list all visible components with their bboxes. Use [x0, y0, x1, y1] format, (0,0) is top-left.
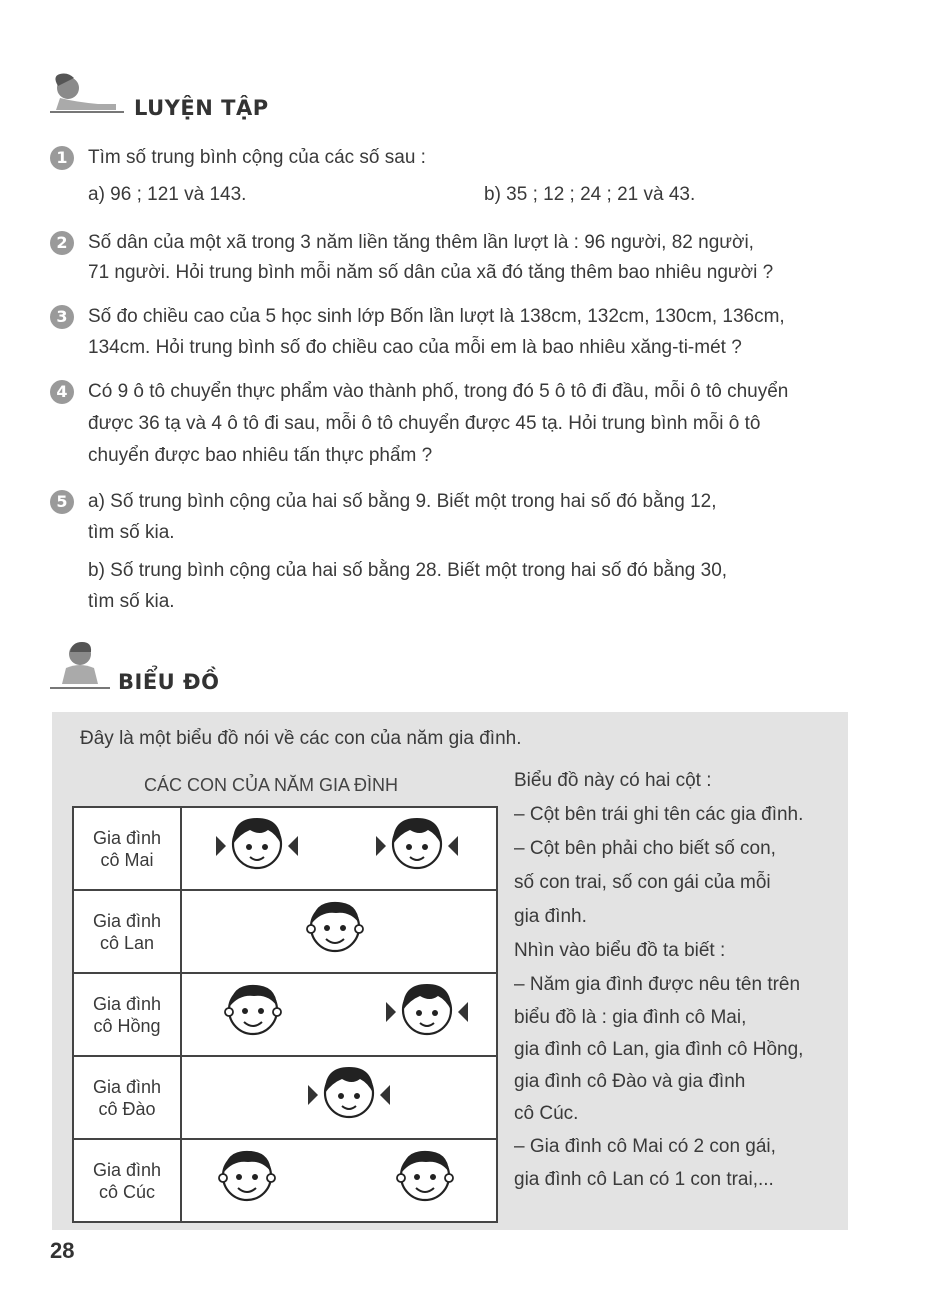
family-name: cô Lan	[99, 932, 155, 953]
family-name: cô Mai	[100, 849, 154, 870]
exercise-1-part-a: a) 96 ; 121 và 143.	[88, 184, 247, 205]
children-icons	[182, 891, 496, 967]
exercise-4-line-3: chuyển được bao nhiêu tấn thực phẩm ?	[88, 445, 433, 466]
exercise-5a-line-1: a) Số trung bình cộng của hai số bằng 9. Biết một trong hai số đó bằng 12,	[88, 491, 717, 512]
explanation-line: gia đình cô Lan có 1 con trai,...	[514, 1169, 774, 1190]
family-name: cô Cúc	[98, 1181, 156, 1202]
girl-face-icon	[216, 818, 298, 868]
boy-face-icon	[397, 1151, 453, 1200]
section-title-bieu-do: BIỂU ĐỒ	[118, 670, 220, 694]
girl-face-icon	[308, 1067, 390, 1117]
exercise-number-3: 3	[50, 305, 74, 329]
chart-explanation	[514, 764, 844, 1196]
exercise-5a-line-2: tìm số kia.	[88, 522, 175, 543]
reading-girl-icon	[46, 72, 126, 116]
explanation-line: gia đình cô Lan, gia đình cô Hồng,	[514, 1039, 804, 1060]
children-icons	[182, 974, 496, 1050]
family-name: cô Đào	[98, 1098, 156, 1119]
chart-intro: Đây là một biểu đồ nói về các con của năm gia đình.	[80, 728, 522, 749]
explanation-line: cô Cúc.	[514, 1103, 579, 1124]
boy-face-icon	[307, 902, 363, 951]
table-row	[73, 973, 497, 1056]
exercise-number-4: 4	[50, 380, 74, 404]
chart-title: CÁC CON CỦA NĂM GIA ĐÌNH	[144, 775, 399, 795]
exercise-number-5: 5	[50, 490, 74, 514]
exercise-3-line-2: 134cm. Hỏi trung bình số đo chiều cao của mỗi em là bao nhiêu xăng-ti-mét ?	[88, 337, 742, 358]
exercise-2-line-1: Số dân của một xã trong 3 năm liền tăng thêm lần lượt là : 96 người, 82 người,	[88, 232, 754, 253]
family-name: Gia đình	[92, 993, 162, 1014]
exercise-4-line-2: được 36 tạ và 4 ô tô đi sau, mỗi ô tô chuyển được 45 tạ. Hỏi trung bình mỗi ô tô	[88, 413, 761, 434]
table-row	[73, 1056, 497, 1139]
explanation-line: – Cột bên trái ghi tên các gia đình.	[514, 804, 804, 825]
exercise-number-2: 2	[50, 231, 74, 255]
children-icons	[182, 1057, 496, 1133]
explanation-line: Biểu đồ này có hai cột :	[514, 770, 712, 791]
family-name: Gia đình	[92, 1076, 162, 1097]
explanation-line: – Gia đình cô Mai có 2 con gái,	[514, 1136, 776, 1157]
family-name: Gia đình	[92, 1159, 162, 1180]
family-name: Gia đình	[92, 910, 162, 931]
exercise-2-line-2: 71 người. Hỏi trung bình mỗi năm số dân của xã đó tăng thêm bao nhiêu người ?	[88, 262, 774, 283]
boy-face-icon	[225, 985, 281, 1034]
girl-face-icon	[386, 984, 468, 1034]
exercise-4-line-1: Có 9 ô tô chuyển thực phẩm vào thành phố, trong đó 5 ô tô đi đầu, mỗi ô tô chuyển	[88, 381, 789, 402]
explanation-line: Nhìn vào biểu đồ ta biết :	[514, 940, 726, 961]
exercise-5b-line-2: tìm số kia.	[88, 591, 175, 612]
exercise-5b-line-1: b) Số trung bình cộng của hai số bằng 28. Biết một trong hai số đó bằng 30,	[88, 560, 728, 581]
exercise-1-part-b: b) 35 ; 12 ; 24 ; 21 và 43.	[484, 184, 696, 205]
explanation-line: số con trai, số con gái của mỗi	[514, 872, 771, 893]
table-row	[73, 1139, 497, 1222]
children-icons	[182, 1140, 496, 1216]
children-icons	[182, 808, 496, 884]
explanation-line: gia đình cô Đào và gia đình	[514, 1071, 746, 1092]
family-name: Gia đình	[92, 827, 162, 848]
explanation-line: – Cột bên phải cho biết số con,	[514, 838, 776, 859]
explanation-line: biểu đồ là : gia đình cô Mai,	[514, 1007, 747, 1028]
explanation-line: – Năm gia đình được nêu tên trên	[514, 974, 801, 995]
girl-face-icon	[376, 818, 458, 868]
table-row	[73, 890, 497, 973]
family-name: cô Hồng	[93, 1015, 161, 1036]
boy-face-icon	[219, 1151, 275, 1200]
section-title-luyen-tap: LUYỆN TẬP	[134, 96, 269, 120]
exercise-3-line-1: Số đo chiều cao của 5 học sinh lớp Bốn lần lượt là 138cm, 132cm, 130cm, 136cm,	[88, 306, 785, 327]
page-number: 28	[50, 1238, 75, 1263]
exercise-1-text: Tìm số trung bình cộng của các số sau :	[88, 147, 426, 168]
family-children-chart	[72, 806, 498, 1223]
exercise-number-1: 1	[50, 146, 74, 170]
student-with-chart-icon	[44, 640, 114, 692]
table-row	[73, 807, 497, 890]
explanation-line: gia đình.	[514, 906, 587, 927]
